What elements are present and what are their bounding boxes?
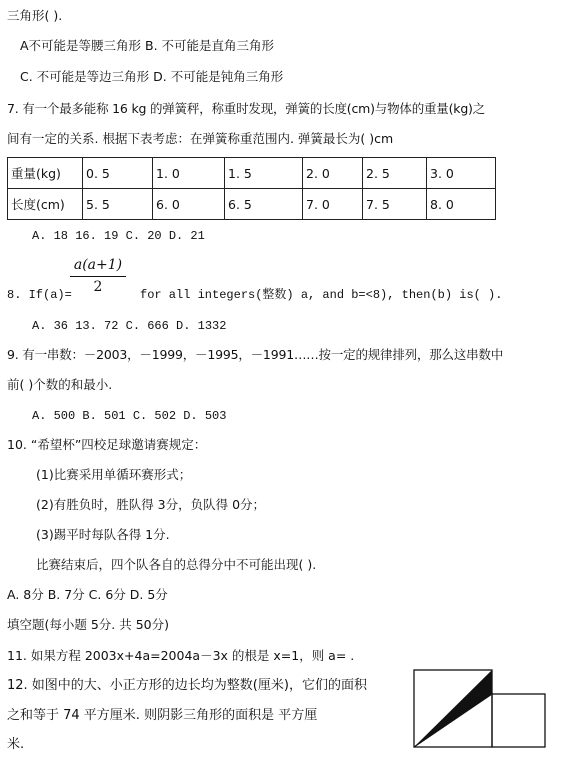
text-line: 前( )个数的和最小. <box>7 377 113 392</box>
triangle-edge <box>414 694 492 747</box>
table-cell: 重量(kg) <box>8 158 83 189</box>
rule-line: (1)比赛采用单循环赛形式； <box>36 467 192 482</box>
rule-line: (2)有胜负时，胜队得 3分，负队得 0分； <box>36 497 266 512</box>
question-7: 7. 有一个最多能称 16 kg 的弹簧秤，称重时发现，弹簧的长度(cm)与物体的重量(kg)之 <box>7 101 486 116</box>
fraction-numerator: a(a+1) <box>70 257 126 277</box>
text-line: 之和等于 74 平方厘米. 则阴影三角形的面积是 平方厘 <box>7 708 318 723</box>
table-cell: 7. 5 <box>363 189 427 220</box>
table-cell: 7. 0 <box>303 189 363 220</box>
section-heading: 填空题(每小题 5分. 共 50分) <box>7 617 170 632</box>
question-8-rest: for all integers(整数) a, and b=<8), then(b) is( ). <box>140 288 503 302</box>
question-12: 12. 如图中的大、小正方形的边长均为整数(厘米)，它们的面积 <box>7 678 367 693</box>
text-line: 米. <box>7 737 25 752</box>
table-cell: 1. 0 <box>153 158 225 189</box>
option-line: A. 36 13. 72 C. 666 D. 1332 <box>32 319 227 333</box>
question-9: 9. 有一串数：－2003，－1999，－1995，－1991……按一定的规律排列，那么这串数中 <box>7 347 504 362</box>
option-line: A. 8分 B. 7分 C. 6分 D. 5分 <box>7 587 168 602</box>
option-line: A不可能是等腰三角形 B. 不可能是直角三角形 <box>20 38 275 53</box>
data-table <box>7 157 496 220</box>
table-cell: 8. 0 <box>427 189 496 220</box>
table-cell: 3. 0 <box>427 158 496 189</box>
table-cell: 2. 0 <box>303 158 363 189</box>
question-10: 10. “希望杯”四校足球邀请赛规定： <box>7 437 207 452</box>
table-row <box>8 189 496 220</box>
table-row <box>8 158 496 189</box>
table-cell: 6. 5 <box>225 189 303 220</box>
small-square <box>492 694 545 747</box>
rule-line: (3)踢平时每队各得 1分. <box>36 527 170 542</box>
option-line: A. 18 16. 19 C. 20 D. 21 <box>32 229 205 243</box>
text-line: 比赛结束后，四个队各自的总得分中不可能出现( ). <box>36 557 317 572</box>
squares-figure <box>412 668 552 750</box>
fraction <box>70 257 126 295</box>
question-8: 8. If(a)= <box>7 288 72 302</box>
option-line: A. 500 B. 501 C. 502 D. 503 <box>32 409 227 423</box>
text-line: 三角形( ). <box>7 8 63 23</box>
table-cell: 1. 5 <box>225 158 303 189</box>
table-cell: 0. 5 <box>83 158 153 189</box>
fraction-denominator: 2 <box>93 279 103 295</box>
table-cell: 6. 0 <box>153 189 225 220</box>
option-line: C. 不可能是等边三角形 D. 不可能是钝角三角形 <box>20 69 284 84</box>
shaded-triangle <box>414 670 492 747</box>
text-line: 间有一定的关系. 根据下表考虑：在弹簧称重范围内. 弹簧最长为( )cm <box>7 131 394 146</box>
table-cell: 5. 5 <box>83 189 153 220</box>
table-cell: 2. 5 <box>363 158 427 189</box>
question-11: 11. 如果方程 2003x+4a=2004a－3x 的根是 x=1，则 a= . <box>7 648 355 663</box>
table-cell: 长度(cm) <box>8 189 83 220</box>
